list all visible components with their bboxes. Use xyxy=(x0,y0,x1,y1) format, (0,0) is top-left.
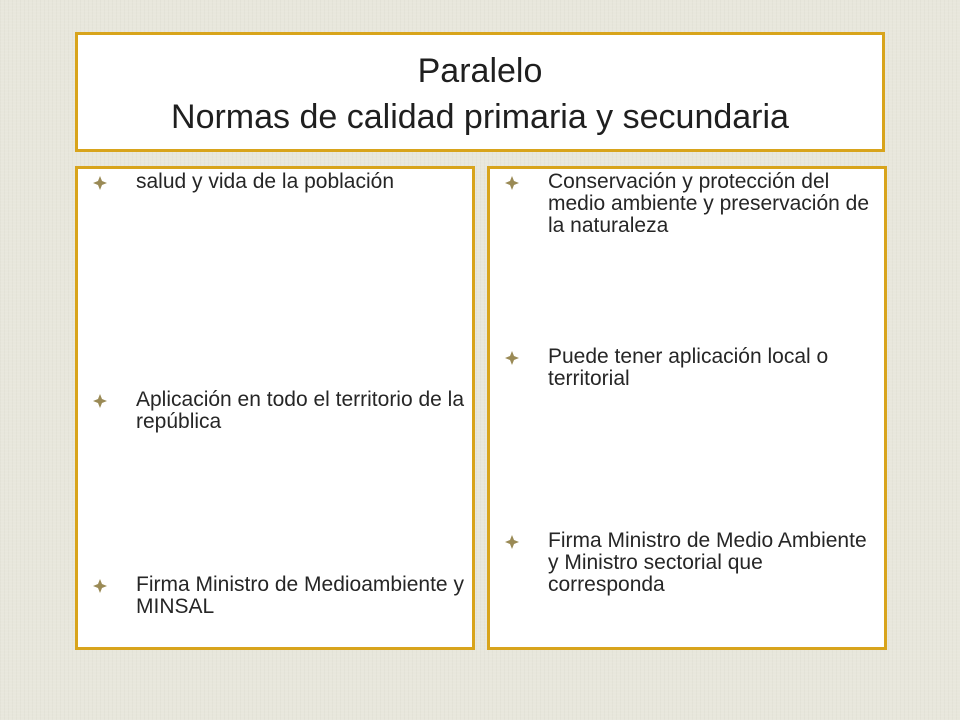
bullet-text: Puede tener aplicación local o territorial xyxy=(548,345,829,390)
diamond-bullet-icon xyxy=(505,351,519,365)
bullet-text: Conservación y protección del medio ambiente y preservación de la naturaleza xyxy=(548,170,870,237)
bullet-text: salud y vida de la población xyxy=(136,170,395,193)
bullet-text: Firma Ministro de Medioambiente y MINSAL xyxy=(136,573,464,618)
slide-subtitle: Normas de calidad primaria y secundaria xyxy=(171,98,789,136)
bullet-text: Firma Ministro de Medio Ambiente y Ministro sectorial que corresponda xyxy=(548,529,867,596)
diamond-bullet-icon xyxy=(505,535,519,549)
diamond-bullet-icon xyxy=(93,394,107,408)
slide-title: Paralelo xyxy=(417,52,543,90)
title-box xyxy=(75,32,885,152)
diamond-bullet-icon xyxy=(505,176,519,190)
diamond-bullet-icon xyxy=(93,176,107,190)
diamond-bullet-icon xyxy=(93,579,107,593)
bullet-text: Aplicación en todo el territorio de la república xyxy=(136,388,465,433)
left-column-box xyxy=(75,166,475,650)
right-column-box xyxy=(487,166,887,650)
